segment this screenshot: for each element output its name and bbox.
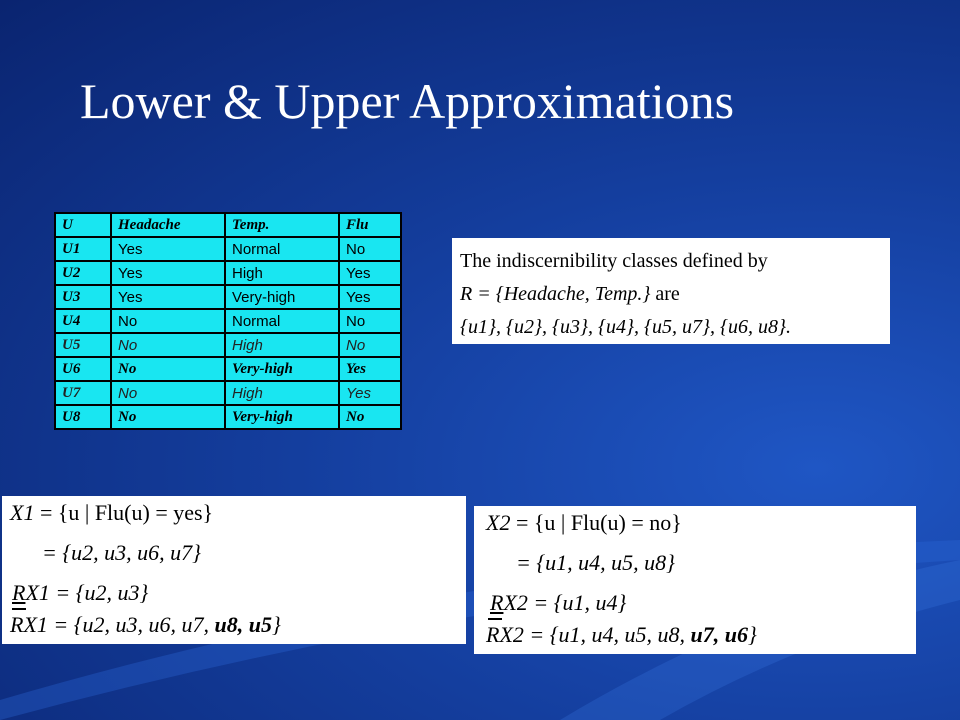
table-cell: No [111, 309, 225, 333]
table-cell: Yes [339, 381, 401, 405]
lower-r-symbol: R [490, 590, 504, 615]
table-cell: High [225, 261, 339, 285]
upper-bar-symbol [12, 608, 26, 610]
x1-lower-text: X1 = {u2, u3} [25, 580, 149, 605]
x1-definition [10, 500, 213, 526]
table-cell: High [225, 333, 339, 357]
table-cell: U6 [55, 357, 111, 381]
x1-symbol: X1 [10, 500, 35, 525]
table-row [55, 237, 401, 261]
x1-definition-text: = {u | Flu(u) = yes} [34, 500, 214, 525]
header-temp: Temp. [225, 213, 339, 237]
table-cell: High [225, 381, 339, 405]
table-row [55, 405, 401, 429]
lower-r-symbol: R [12, 580, 26, 605]
table-cell: No [111, 357, 225, 381]
x2-upper-close: } [748, 622, 757, 647]
table-cell: No [339, 309, 401, 333]
table-cell: U2 [55, 261, 111, 285]
x2-set: = {u1, u4, u5, u8} [516, 550, 675, 575]
header-headache: Headache [111, 213, 225, 237]
indiscernibility-box [452, 238, 890, 344]
x2-definition-text: = {u | Flu(u) = no} [510, 510, 682, 535]
indiscernibility-line-2 [460, 283, 680, 306]
x1-upper-approximation [10, 612, 281, 638]
table-cell: No [111, 405, 225, 429]
table-cell: Yes [111, 261, 225, 285]
slide-title: Lower & Upper Approximations [80, 73, 735, 129]
flu-decision-table [54, 212, 402, 430]
x2-lower-approximation [490, 590, 626, 616]
x2-approximation-box [474, 506, 916, 654]
table-cell: Yes [339, 261, 401, 285]
table-row [55, 357, 401, 381]
table-cell: Yes [111, 237, 225, 261]
table-row [55, 333, 401, 357]
indiscernibility-line-1: The indiscernibility classes defined by [460, 250, 768, 272]
x1-approximation-box [2, 496, 466, 644]
table-row [55, 285, 401, 309]
x1-upper-symbol: RX1 [10, 612, 48, 637]
table-cell: Yes [111, 285, 225, 309]
x1-upper-close: } [272, 612, 281, 637]
table-cell: Yes [339, 357, 401, 381]
table-cell: Very-high [225, 285, 339, 309]
table-cell: U3 [55, 285, 111, 309]
table-cell: No [339, 405, 401, 429]
x2-definition [486, 510, 682, 536]
table-cell: No [339, 333, 401, 357]
table-cell: No [111, 381, 225, 405]
x2-symbol: X2 [486, 510, 511, 535]
indiscernibility-line-3: {u1}, {u2}, {u3}, {u4}, {u5, u7}, {u6, u8}. [460, 316, 791, 338]
x2-upper-text: = {u1, u4, u5, u8, [523, 622, 691, 647]
x1-upper-text: = {u2, u3, u6, u7, [47, 612, 215, 637]
table-cell: U5 [55, 333, 111, 357]
table-cell: U7 [55, 381, 111, 405]
table-cell: Very-high [225, 357, 339, 381]
table-cell: No [111, 333, 225, 357]
header-u: U [55, 213, 111, 237]
table-cell: U8 [55, 405, 111, 429]
table-cell: Normal [225, 309, 339, 333]
x2-upper-bold: u7, u6 [690, 622, 749, 647]
table-cell: U4 [55, 309, 111, 333]
table-cell: Yes [339, 285, 401, 309]
table-cell: Normal [225, 237, 339, 261]
upper-bar-symbol [488, 618, 502, 620]
table-header-row [55, 213, 401, 237]
x2-upper-symbol: RX2 [486, 622, 524, 647]
header-flu: Flu [339, 213, 401, 237]
x1-set: = {u2, u3, u6, u7} [42, 540, 201, 565]
attribute-set: R = {Headache, Temp.} [460, 283, 651, 305]
table-row [55, 381, 401, 405]
table-row [55, 309, 401, 333]
indiscernibility-are: are [650, 283, 680, 305]
x1-lower-approximation [12, 580, 148, 606]
table-cell: Very-high [225, 405, 339, 429]
x2-lower-text: X2 = {u1, u4} [503, 590, 627, 615]
x2-upper-approximation [486, 622, 757, 648]
table-cell: U1 [55, 237, 111, 261]
table-cell: No [339, 237, 401, 261]
x1-upper-bold: u8, u5 [214, 612, 273, 637]
table-row [55, 261, 401, 285]
